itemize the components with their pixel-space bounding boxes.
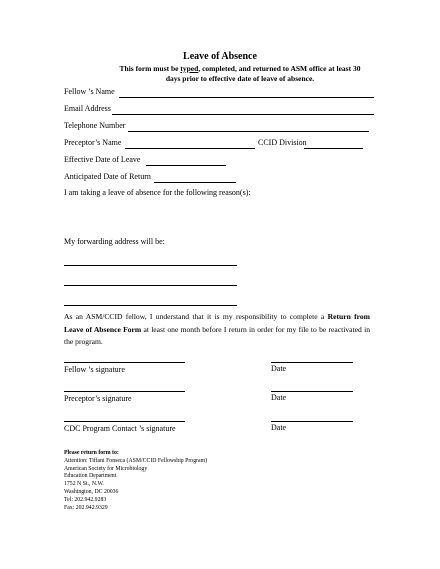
- cdc-date-label: Date: [271, 423, 287, 432]
- form-instructions: [100, 64, 380, 84]
- instructions-part1: This form must be: [119, 64, 181, 73]
- fellow-signature-line[interactable]: [64, 362, 185, 363]
- preceptor-signature-line[interactable]: [64, 391, 185, 392]
- preceptor-date-line[interactable]: [271, 391, 353, 392]
- return-org: American Society for Microbiology: [64, 465, 148, 472]
- effective-date-line[interactable]: [146, 165, 226, 166]
- return-heading: Please return form to:: [64, 450, 119, 456]
- return-fax: Fax: 202.942.9329: [64, 504, 108, 511]
- address-line-1[interactable]: [64, 265, 237, 266]
- preceptor-name-label: Preceptor’s Name: [64, 138, 122, 147]
- fellow-signature-label: Fellow ’s signature: [64, 365, 125, 374]
- return-address-block: [64, 450, 207, 512]
- instructions-line2: days prior to effective date of leave of absence.: [165, 74, 315, 83]
- fellow-name-line[interactable]: [119, 97, 374, 98]
- return-attention: Attention: Tiffani Fonseca (ASM/CCID Fellowship Program): [64, 457, 208, 464]
- return-date-label: Anticipated Date of Return: [64, 172, 151, 181]
- form-title: Leave of Absence: [183, 51, 257, 62]
- preceptor-signature-label: Preceptor’s signature: [64, 394, 132, 403]
- return-city: Washington, DC 20036: [64, 488, 119, 495]
- address-line-2[interactable]: [64, 285, 237, 286]
- return-dept: Education Department: [64, 473, 117, 480]
- fellow-date-label: Date: [271, 364, 287, 373]
- fellow-date-line[interactable]: [271, 362, 353, 363]
- cdc-signature-line[interactable]: [64, 421, 185, 422]
- telephone-line[interactable]: [128, 131, 369, 132]
- return-street: 1752 N St., N.W.: [64, 481, 104, 488]
- cdc-signature-label: CDC Program Contact ’s signature: [64, 424, 176, 433]
- instructions-typed: typed: [180, 64, 199, 73]
- effective-date-label: Effective Date of Leave: [64, 155, 141, 164]
- address-line-3[interactable]: [64, 305, 237, 306]
- email-label: Email Address: [64, 104, 111, 113]
- preceptor-name-line[interactable]: [125, 148, 255, 149]
- cdc-date-line[interactable]: [271, 421, 353, 422]
- preceptor-date-label: Date: [271, 393, 287, 402]
- ccid-division-label: CCID Division: [258, 138, 307, 147]
- agreement-text-pre: As an ASM/CCID fellow, I understand that it is my responsibility to complete a: [64, 312, 328, 321]
- agreement-form-name: Return from Leave of Absence Form: [64, 312, 370, 334]
- email-line[interactable]: [112, 114, 374, 115]
- agreement-paragraph: [64, 311, 370, 349]
- fellow-name-label: Fellow ’s Name: [64, 87, 115, 96]
- forwarding-prompt: My forwarding address will be:: [64, 237, 165, 246]
- ccid-division-line[interactable]: [304, 148, 363, 149]
- instructions-part2: , completed, and returned to ASM office at least 30: [198, 64, 361, 73]
- reasons-prompt: I am taking a leave of absence for the following reason(s):: [64, 188, 251, 197]
- agreement-text-post: at least one month before I return in order for my file to be reactivated in the program.: [64, 324, 370, 346]
- telephone-label: Telephone Number: [64, 121, 126, 130]
- return-tel: Tel: 202.942.9283: [64, 496, 107, 503]
- return-date-line[interactable]: [154, 182, 236, 183]
